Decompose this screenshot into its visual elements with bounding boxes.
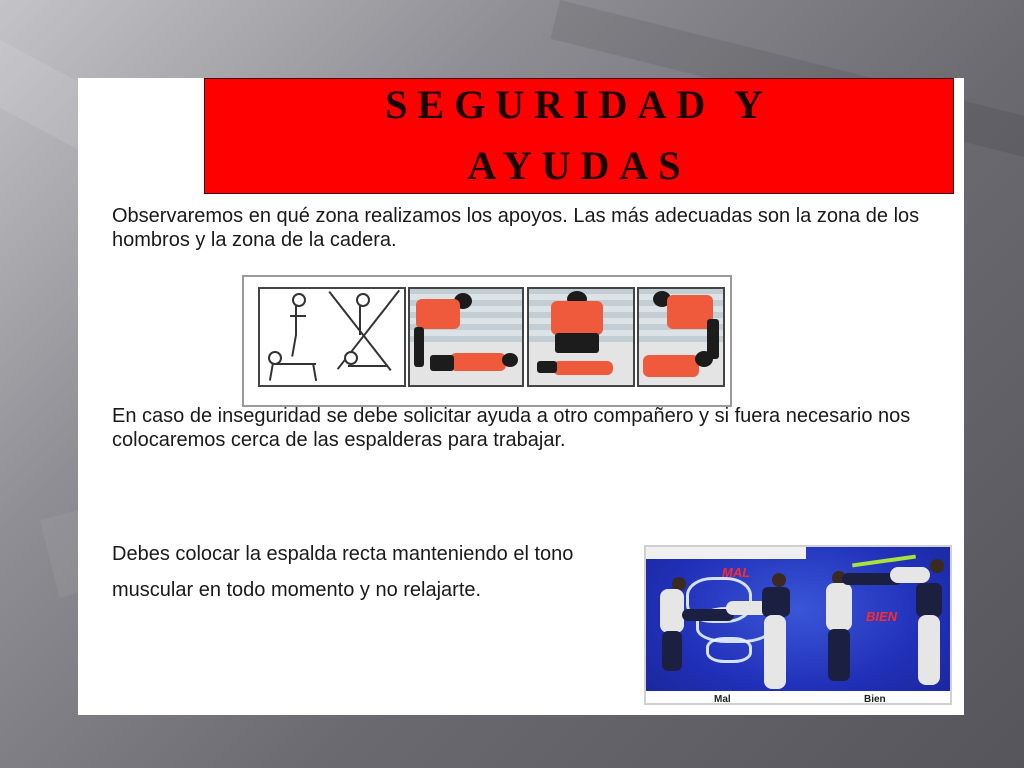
title-banner: [204, 78, 954, 194]
gym-photo: MAL BIEN Mal Bien: [644, 545, 952, 705]
paragraph-posture: Debes colocar la espalda recta manteniendo el tono muscular en todo momento y no relajarte.: [112, 543, 574, 601]
title-line-1: SEGURIDAD Y: [385, 82, 773, 127]
title-line-2: AYUDAS: [467, 143, 691, 188]
photo-support-2: [527, 287, 635, 387]
photo-strip: [242, 275, 732, 407]
slide: [78, 78, 964, 715]
photo-support-3: [637, 287, 725, 387]
gym-caption-left: Mal: [714, 694, 731, 705]
gym-caption-right: Bien: [864, 694, 886, 705]
paragraph-supports: Observaremos en qué zona realizamos los apoyos. Las más adecuadas son la zona de los hombros y la zona de la cadera.: [112, 205, 920, 251]
photo-support-1: [408, 287, 524, 387]
paragraph-help: En caso de inseguridad se debe solicitar ayuda a otro compañero y si fuera necesario nos colocaremos cerca de las espalderas para trabajar.: [112, 405, 911, 451]
sketch-illustration: [258, 287, 406, 387]
